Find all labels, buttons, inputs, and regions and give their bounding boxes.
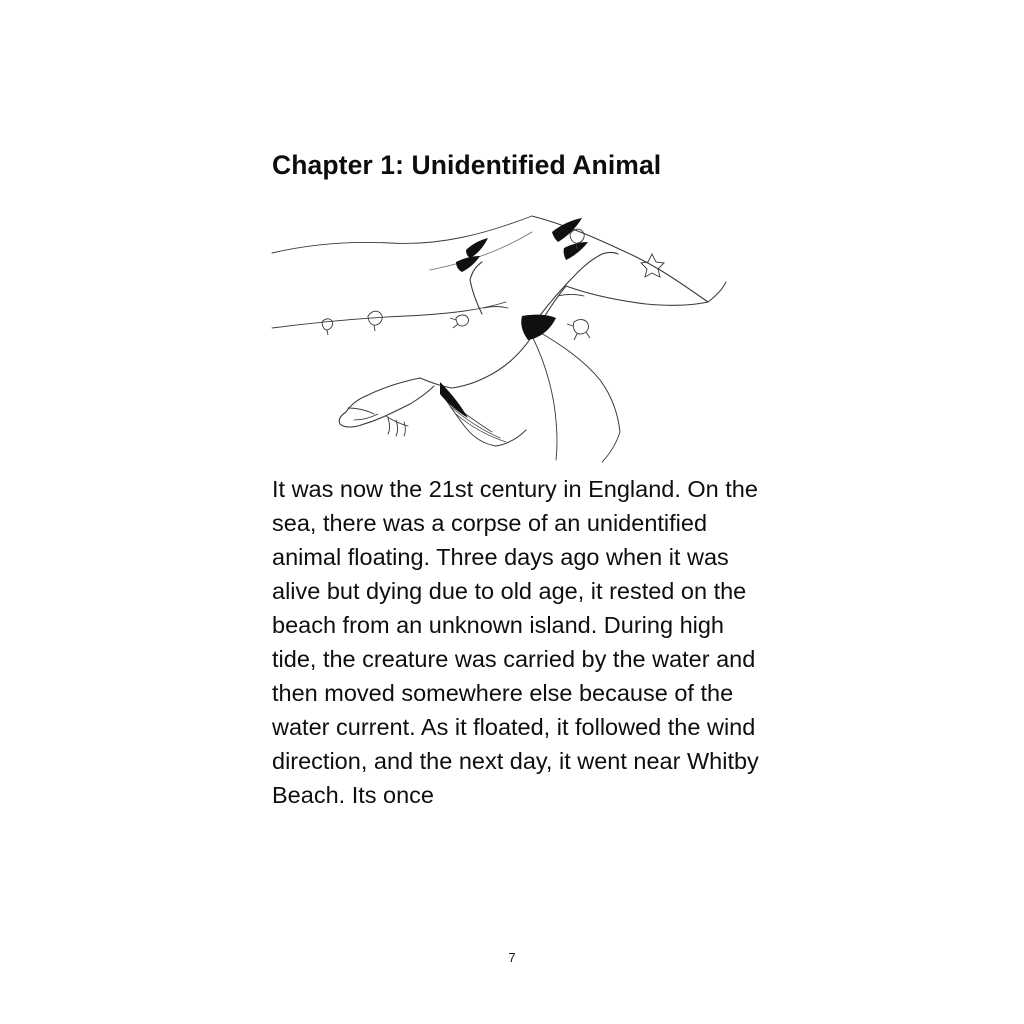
page-content <box>272 150 766 812</box>
page-number: 7 <box>508 950 516 965</box>
body-paragraph: It was now the 21st century in England. On the sea, there was a corpse of an unidentified animal floating. Three days ago when it was alive but dying due to old age, it rested on the beach from an unknown island. During high tide, the creature was carried by the water and then moved somewhere else because of the water current. As it floated, it followed the wind direction, and the next day, it went near Whitby Beach. Its once <box>272 475 766 808</box>
page-title: Chapter 1: Unidentified Animal <box>272 150 662 180</box>
unidentified-animal-line-drawing <box>270 210 740 472</box>
illustration-figure <box>270 210 740 472</box>
